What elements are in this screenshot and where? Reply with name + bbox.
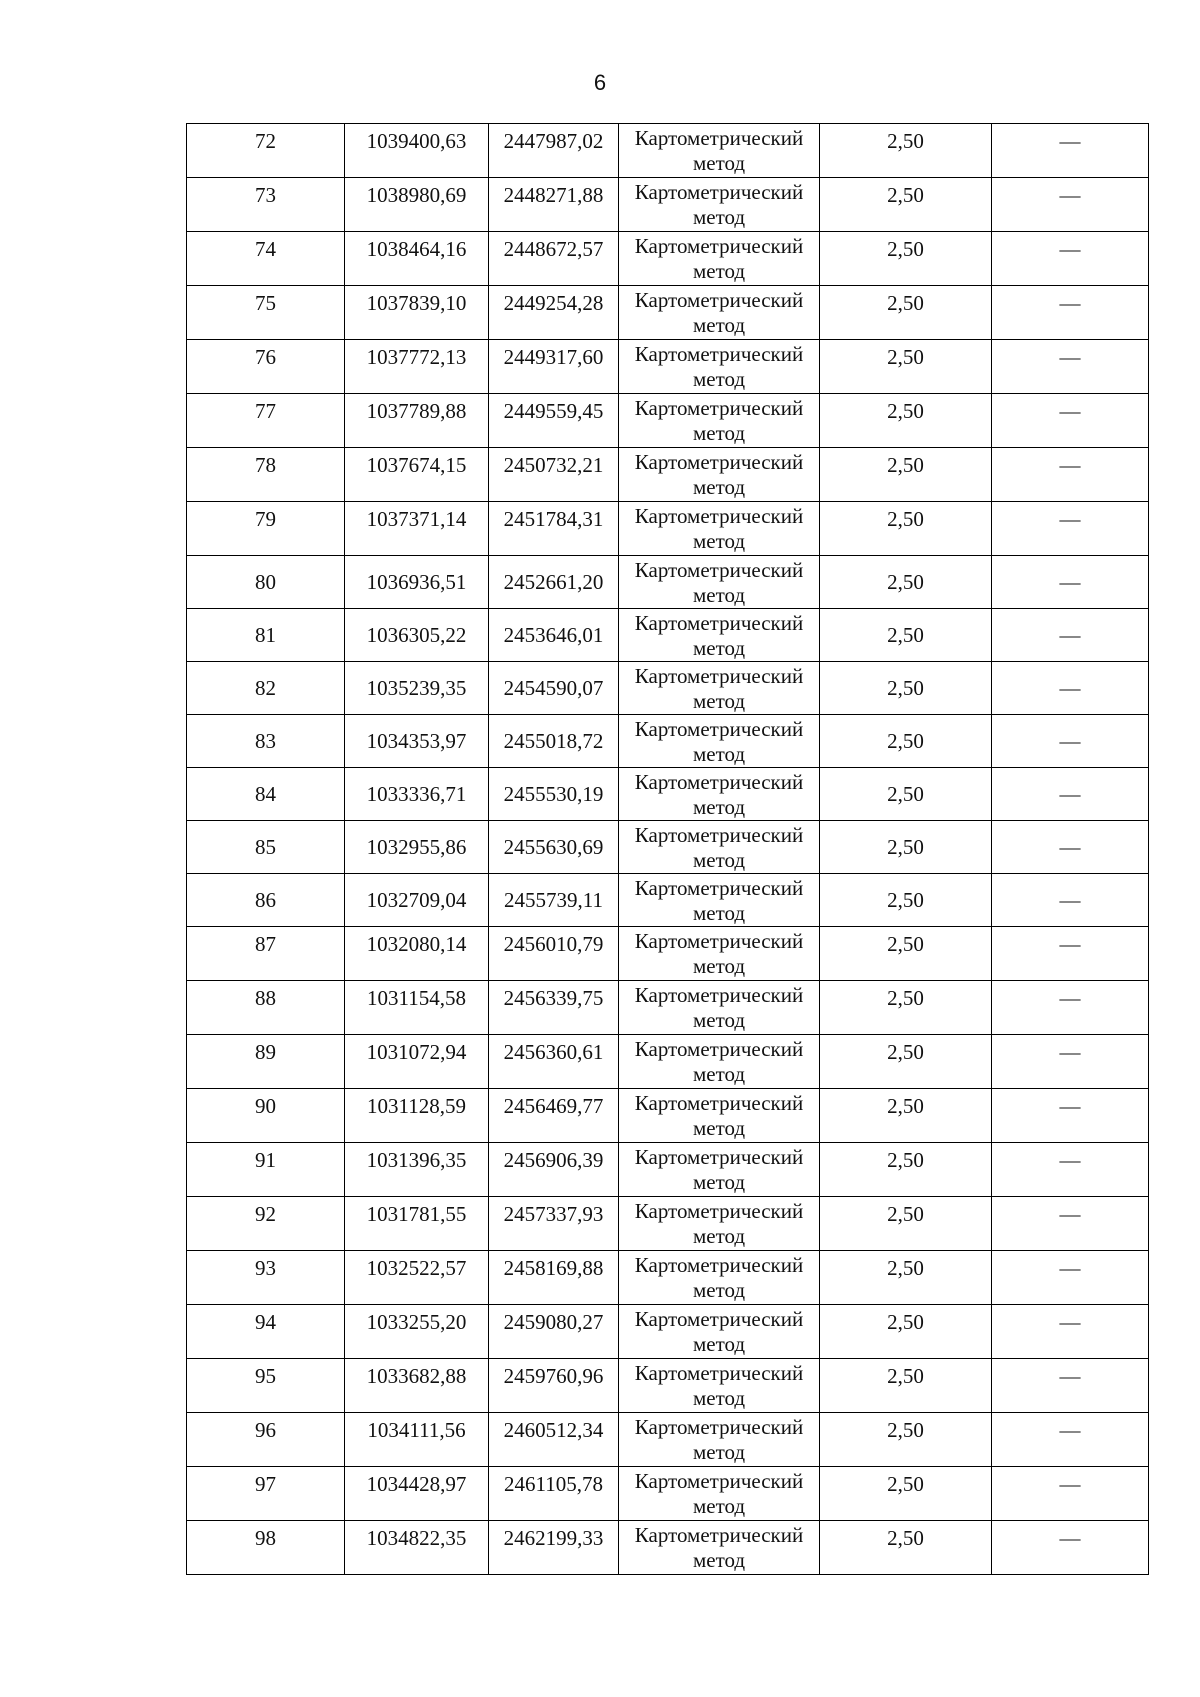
y-coordinate-cell: 2455630,69 — [489, 821, 619, 874]
error-cell: 2,50 — [820, 1305, 992, 1359]
error-cell: 2,50 — [820, 394, 992, 448]
note-dash: — — [1059, 932, 1081, 956]
y-coordinate-cell: 2462199,33 — [489, 1521, 619, 1575]
point-number-cell: 74 — [187, 232, 345, 286]
table-row — [187, 1197, 1149, 1251]
table-row — [187, 874, 1149, 927]
error-cell: 2,50 — [820, 124, 992, 178]
note-dash: — — [1059, 623, 1081, 647]
method-cell: Картометрический метод — [619, 556, 820, 609]
method-cell: Картометрический метод — [619, 448, 820, 502]
coordinates-table-body — [187, 124, 1149, 1575]
point-number-cell: 97 — [187, 1467, 345, 1521]
x-coordinate-cell: 1037839,10 — [345, 286, 489, 340]
method-cell: Картометрический метод — [619, 1143, 820, 1197]
x-coordinate-cell: 1036305,22 — [345, 609, 489, 662]
x-coordinate-cell: 1038980,69 — [345, 178, 489, 232]
error-cell: 2,50 — [820, 1521, 992, 1575]
point-number-cell: 86 — [187, 874, 345, 927]
table-row — [187, 1089, 1149, 1143]
error-cell: 2,50 — [820, 874, 992, 927]
x-coordinate-cell: 1033682,88 — [345, 1359, 489, 1413]
note-dash: — — [1059, 453, 1081, 477]
note-cell — [992, 1521, 1149, 1575]
table-row — [187, 556, 1149, 609]
point-number-cell: 83 — [187, 715, 345, 768]
error-cell: 2,50 — [820, 340, 992, 394]
point-number-cell: 84 — [187, 768, 345, 821]
y-coordinate-cell: 2449559,45 — [489, 394, 619, 448]
error-cell: 2,50 — [820, 178, 992, 232]
y-coordinate-cell: 2449317,60 — [489, 340, 619, 394]
method-cell: Картометрический метод — [619, 1359, 820, 1413]
error-cell: 2,50 — [820, 981, 992, 1035]
note-cell — [992, 1251, 1149, 1305]
error-cell: 2,50 — [820, 1359, 992, 1413]
note-dash: — — [1059, 676, 1081, 700]
point-number-cell: 72 — [187, 124, 345, 178]
note-dash: — — [1059, 986, 1081, 1010]
y-coordinate-cell: 2455018,72 — [489, 715, 619, 768]
y-coordinate-cell: 2456010,79 — [489, 927, 619, 981]
note-dash: — — [1059, 570, 1081, 594]
point-number-cell: 95 — [187, 1359, 345, 1413]
y-coordinate-cell: 2455739,11 — [489, 874, 619, 927]
error-cell: 2,50 — [820, 715, 992, 768]
point-number-cell: 91 — [187, 1143, 345, 1197]
y-coordinate-cell: 2461105,78 — [489, 1467, 619, 1521]
error-cell: 2,50 — [820, 286, 992, 340]
note-dash: — — [1059, 399, 1081, 423]
method-cell: Картометрический метод — [619, 232, 820, 286]
y-coordinate-cell: 2449254,28 — [489, 286, 619, 340]
note-dash: — — [1059, 129, 1081, 153]
note-cell — [992, 1467, 1149, 1521]
point-number-cell: 94 — [187, 1305, 345, 1359]
y-coordinate-cell: 2459080,27 — [489, 1305, 619, 1359]
point-number-cell: 73 — [187, 178, 345, 232]
y-coordinate-cell: 2447987,02 — [489, 124, 619, 178]
error-cell: 2,50 — [820, 662, 992, 715]
note-dash: — — [1059, 782, 1081, 806]
table-row — [187, 1359, 1149, 1413]
x-coordinate-cell: 1038464,16 — [345, 232, 489, 286]
y-coordinate-cell: 2448672,57 — [489, 232, 619, 286]
x-coordinate-cell: 1039400,63 — [345, 124, 489, 178]
table-row — [187, 178, 1149, 232]
x-coordinate-cell: 1034111,56 — [345, 1413, 489, 1467]
y-coordinate-cell: 2450732,21 — [489, 448, 619, 502]
note-cell — [992, 1089, 1149, 1143]
error-cell: 2,50 — [820, 232, 992, 286]
method-cell: Картометрический метод — [619, 927, 820, 981]
note-dash: — — [1059, 1472, 1081, 1496]
note-cell — [992, 1197, 1149, 1251]
error-cell: 2,50 — [820, 1251, 992, 1305]
method-cell: Картометрический метод — [619, 874, 820, 927]
point-number-cell: 89 — [187, 1035, 345, 1089]
note-dash: — — [1059, 729, 1081, 753]
x-coordinate-cell: 1035239,35 — [345, 662, 489, 715]
table-row — [187, 927, 1149, 981]
point-number-cell: 76 — [187, 340, 345, 394]
x-coordinate-cell: 1031396,35 — [345, 1143, 489, 1197]
x-coordinate-cell: 1032955,86 — [345, 821, 489, 874]
method-cell: Картометрический метод — [619, 502, 820, 556]
table-row — [187, 1035, 1149, 1089]
x-coordinate-cell: 1034353,97 — [345, 715, 489, 768]
x-coordinate-cell: 1032522,57 — [345, 1251, 489, 1305]
method-cell: Картометрический метод — [619, 1251, 820, 1305]
table-row — [187, 1143, 1149, 1197]
error-cell: 2,50 — [820, 821, 992, 874]
point-number-cell: 81 — [187, 609, 345, 662]
point-number-cell: 93 — [187, 1251, 345, 1305]
note-cell — [992, 821, 1149, 874]
method-cell: Картометрический метод — [619, 1089, 820, 1143]
method-cell: Картометрический метод — [619, 609, 820, 662]
method-cell: Картометрический метод — [619, 124, 820, 178]
note-dash: — — [1059, 1256, 1081, 1280]
table-row — [187, 768, 1149, 821]
method-cell: Картометрический метод — [619, 715, 820, 768]
point-number-cell: 82 — [187, 662, 345, 715]
x-coordinate-cell: 1034822,35 — [345, 1521, 489, 1575]
note-cell — [992, 981, 1149, 1035]
y-coordinate-cell: 2456339,75 — [489, 981, 619, 1035]
method-cell: Картометрический метод — [619, 1035, 820, 1089]
method-cell: Картометрический метод — [619, 178, 820, 232]
error-cell: 2,50 — [820, 502, 992, 556]
method-cell: Картометрический метод — [619, 1413, 820, 1467]
error-cell: 2,50 — [820, 1467, 992, 1521]
table-row — [187, 609, 1149, 662]
note-dash: — — [1059, 835, 1081, 859]
error-cell: 2,50 — [820, 768, 992, 821]
x-coordinate-cell: 1031128,59 — [345, 1089, 489, 1143]
note-cell — [992, 232, 1149, 286]
table-row — [187, 1521, 1149, 1575]
note-cell — [992, 178, 1149, 232]
method-cell: Картометрический метод — [619, 1197, 820, 1251]
table-row — [187, 232, 1149, 286]
method-cell: Картометрический метод — [619, 1305, 820, 1359]
table-row — [187, 1251, 1149, 1305]
note-dash: — — [1059, 1040, 1081, 1064]
method-cell: Картометрический метод — [619, 394, 820, 448]
error-cell: 2,50 — [820, 1197, 992, 1251]
method-cell: Картометрический метод — [619, 340, 820, 394]
table-row — [187, 1413, 1149, 1467]
note-dash: — — [1059, 888, 1081, 912]
method-cell: Картометрический метод — [619, 1521, 820, 1575]
note-cell — [992, 124, 1149, 178]
x-coordinate-cell: 1033336,71 — [345, 768, 489, 821]
note-cell — [992, 286, 1149, 340]
table-row — [187, 124, 1149, 178]
y-coordinate-cell: 2453646,01 — [489, 609, 619, 662]
note-dash: — — [1059, 183, 1081, 207]
note-cell — [992, 340, 1149, 394]
table-row — [187, 502, 1149, 556]
note-cell — [992, 927, 1149, 981]
table-row — [187, 662, 1149, 715]
point-number-cell: 77 — [187, 394, 345, 448]
x-coordinate-cell: 1037789,88 — [345, 394, 489, 448]
point-number-cell: 90 — [187, 1089, 345, 1143]
point-number-cell: 92 — [187, 1197, 345, 1251]
note-cell — [992, 1035, 1149, 1089]
table-row — [187, 715, 1149, 768]
y-coordinate-cell: 2457337,93 — [489, 1197, 619, 1251]
note-cell — [992, 1143, 1149, 1197]
point-number-cell: 78 — [187, 448, 345, 502]
point-number-cell: 88 — [187, 981, 345, 1035]
error-cell: 2,50 — [820, 556, 992, 609]
note-cell — [992, 556, 1149, 609]
y-coordinate-cell: 2458169,88 — [489, 1251, 619, 1305]
note-cell — [992, 448, 1149, 502]
x-coordinate-cell: 1037772,13 — [345, 340, 489, 394]
error-cell: 2,50 — [820, 448, 992, 502]
note-cell — [992, 502, 1149, 556]
table-row — [187, 286, 1149, 340]
error-cell: 2,50 — [820, 927, 992, 981]
note-cell — [992, 1413, 1149, 1467]
note-dash: — — [1059, 507, 1081, 531]
y-coordinate-cell: 2452661,20 — [489, 556, 619, 609]
y-coordinate-cell: 2459760,96 — [489, 1359, 619, 1413]
x-coordinate-cell: 1031154,58 — [345, 981, 489, 1035]
y-coordinate-cell: 2456906,39 — [489, 1143, 619, 1197]
method-cell: Картометрический метод — [619, 286, 820, 340]
note-dash: — — [1059, 1148, 1081, 1172]
note-dash: — — [1059, 1310, 1081, 1334]
point-number-cell: 75 — [187, 286, 345, 340]
point-number-cell: 85 — [187, 821, 345, 874]
x-coordinate-cell: 1034428,97 — [345, 1467, 489, 1521]
method-cell: Картометрический метод — [619, 768, 820, 821]
note-cell — [992, 1359, 1149, 1413]
point-number-cell: 80 — [187, 556, 345, 609]
coordinates-table — [186, 123, 1149, 1575]
note-cell — [992, 1305, 1149, 1359]
point-number-cell: 98 — [187, 1521, 345, 1575]
y-coordinate-cell: 2448271,88 — [489, 178, 619, 232]
note-cell — [992, 394, 1149, 448]
note-cell — [992, 609, 1149, 662]
error-cell: 2,50 — [820, 1143, 992, 1197]
note-dash: — — [1059, 345, 1081, 369]
y-coordinate-cell: 2451784,31 — [489, 502, 619, 556]
error-cell: 2,50 — [820, 1413, 992, 1467]
error-cell: 2,50 — [820, 1089, 992, 1143]
x-coordinate-cell: 1037674,15 — [345, 448, 489, 502]
x-coordinate-cell: 1036936,51 — [345, 556, 489, 609]
table-row — [187, 448, 1149, 502]
x-coordinate-cell: 1032080,14 — [345, 927, 489, 981]
method-cell: Картометрический метод — [619, 981, 820, 1035]
x-coordinate-cell: 1031781,55 — [345, 1197, 489, 1251]
point-number-cell: 96 — [187, 1413, 345, 1467]
note-cell — [992, 715, 1149, 768]
y-coordinate-cell: 2454590,07 — [489, 662, 619, 715]
note-cell — [992, 768, 1149, 821]
note-dash: — — [1059, 1202, 1081, 1226]
y-coordinate-cell: 2455530,19 — [489, 768, 619, 821]
table-row — [187, 1305, 1149, 1359]
note-cell — [992, 662, 1149, 715]
note-dash: — — [1059, 291, 1081, 315]
note-dash: — — [1059, 1094, 1081, 1118]
method-cell: Картометрический метод — [619, 821, 820, 874]
table-row — [187, 340, 1149, 394]
point-number-cell: 79 — [187, 502, 345, 556]
x-coordinate-cell: 1033255,20 — [345, 1305, 489, 1359]
table-row — [187, 1467, 1149, 1521]
method-cell: Картометрический метод — [619, 1467, 820, 1521]
note-cell — [992, 874, 1149, 927]
table-row — [187, 394, 1149, 448]
note-dash: — — [1059, 1364, 1081, 1388]
method-cell: Картометрический метод — [619, 662, 820, 715]
error-cell: 2,50 — [820, 609, 992, 662]
table-row — [187, 981, 1149, 1035]
y-coordinate-cell: 2456360,61 — [489, 1035, 619, 1089]
y-coordinate-cell: 2456469,77 — [489, 1089, 619, 1143]
page-number: 6 — [593, 70, 607, 95]
x-coordinate-cell: 1037371,14 — [345, 502, 489, 556]
note-dash: — — [1059, 1418, 1081, 1442]
x-coordinate-cell: 1032709,04 — [345, 874, 489, 927]
note-dash: — — [1059, 237, 1081, 261]
note-dash: — — [1059, 1526, 1081, 1550]
table-row — [187, 821, 1149, 874]
x-coordinate-cell: 1031072,94 — [345, 1035, 489, 1089]
point-number-cell: 87 — [187, 927, 345, 981]
y-coordinate-cell: 2460512,34 — [489, 1413, 619, 1467]
error-cell: 2,50 — [820, 1035, 992, 1089]
